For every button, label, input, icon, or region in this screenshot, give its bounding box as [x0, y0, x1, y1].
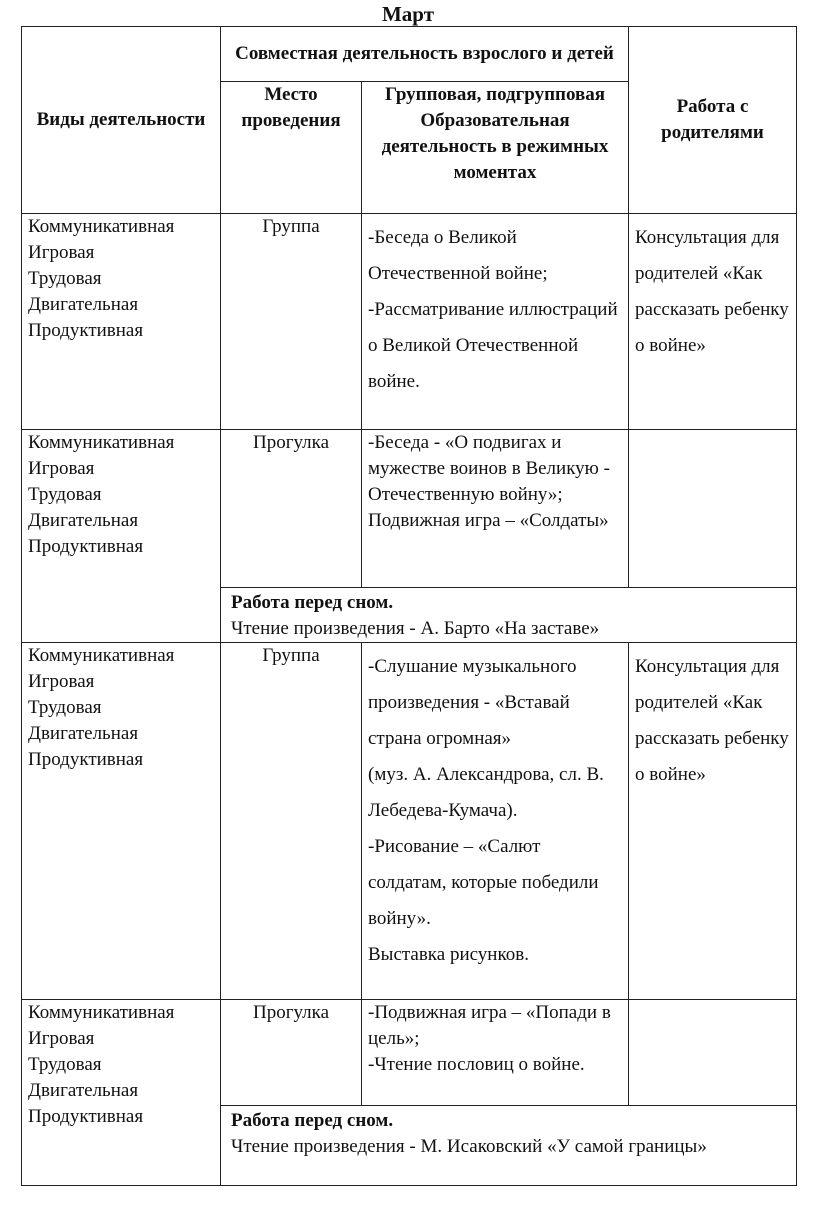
- activity-types-cell: [22, 643, 221, 1000]
- header-parents-work: Работа с родителями: [629, 27, 797, 214]
- place-cell: Группа: [221, 643, 362, 1000]
- activity-type: Коммуникативная: [28, 432, 175, 453]
- table-row: [22, 430, 797, 588]
- activity-types-cell: [22, 214, 221, 430]
- before-sleep-text: Чтение произведения - М. Исаковский «У самой границы»: [231, 1136, 707, 1157]
- activity-type: Игровая: [28, 671, 95, 692]
- activity-type: Двигательная: [28, 294, 139, 315]
- group-activity-cell: [362, 430, 629, 588]
- activity-type: Двигательная: [28, 510, 139, 531]
- activity-type: Трудовая: [28, 1054, 102, 1075]
- place-cell: Прогулка: [221, 1000, 362, 1106]
- before-sleep-label: Работа перед сном.: [231, 1110, 394, 1131]
- before-sleep-cell: [221, 588, 797, 643]
- activity-type: Игровая: [28, 242, 95, 263]
- activity-item: -Рисование – «Салют солдатам, которые победили войну».: [368, 836, 599, 929]
- header-joint-activity: Совместная деятельность взрослого и детей: [221, 27, 629, 82]
- activity-item: Выставка рисунков.: [368, 944, 529, 965]
- activity-type: Продуктивная: [28, 536, 144, 557]
- activity-type: Трудовая: [28, 484, 102, 505]
- parents-cell: Консультация для родителей «Как рассказать ребенку о войне»: [629, 214, 797, 430]
- place-cell: Группа: [221, 214, 362, 430]
- place-cell: Прогулка: [221, 430, 362, 588]
- activity-type: Двигательная: [28, 1080, 139, 1101]
- activity-item: -Беседа - «О подвигах и мужестве воинов в Великую - Отечественную войну»;: [368, 432, 610, 505]
- activity-types-cell: [22, 430, 221, 643]
- activity-item: -Беседа о Великой Отечественной войне;: [368, 227, 548, 284]
- activity-type: Трудовая: [28, 268, 102, 289]
- activity-type: Продуктивная: [28, 1106, 144, 1127]
- activity-item: -Подвижная игра – «Попади в цель»;: [368, 1002, 611, 1049]
- activity-type: Двигательная: [28, 723, 139, 744]
- parents-cell: [629, 430, 797, 588]
- activity-item: -Слушание музыкального произведения - «Вставай страна огромная»: [368, 656, 577, 749]
- activity-type: Коммуникативная: [28, 645, 175, 666]
- activity-type: Игровая: [28, 1028, 95, 1049]
- activity-item: -Рассматривание иллюстраций о Великой Отечественной войне.: [368, 299, 618, 392]
- group-activity-cell: [362, 214, 629, 430]
- table-row: [22, 1000, 797, 1106]
- before-sleep-label: Работа перед сном.: [231, 592, 394, 613]
- activity-item: (муз. А. Александрова, сл. В. Лебедева-Кумача).: [368, 764, 604, 821]
- before-sleep-cell: [221, 1106, 797, 1186]
- group-activity-cell: [362, 643, 629, 1000]
- activity-type: Коммуникативная: [28, 1002, 175, 1023]
- activity-type: Продуктивная: [28, 320, 144, 341]
- header-row-1: [22, 27, 797, 82]
- before-sleep-text: Чтение произведения - А. Барто «На заставе»: [231, 618, 600, 639]
- activity-type: Коммуникативная: [28, 216, 175, 237]
- header-place: Место проведения: [221, 82, 362, 214]
- page-title: Март: [381, 2, 435, 26]
- activity-plan-table: [21, 26, 797, 1186]
- activity-type: Продуктивная: [28, 749, 144, 770]
- header-group-activity: Групповая, подгрупповая Образовательная деятельность в режимных моментах: [362, 82, 629, 214]
- table-row: [22, 214, 797, 430]
- activity-item: Подвижная игра – «Солдаты»: [368, 510, 609, 531]
- activity-type: Игровая: [28, 458, 95, 479]
- activity-types-cell: [22, 1000, 221, 1186]
- parents-cell: [629, 1000, 797, 1106]
- header-activity-types: Виды деятельности: [22, 27, 221, 214]
- activity-type: Трудовая: [28, 697, 102, 718]
- parents-cell: Консультация для родителей «Как рассказать ребенку о войне»: [629, 643, 797, 1000]
- group-activity-cell: [362, 1000, 629, 1106]
- activity-item: -Чтение пословиц о войне.: [368, 1054, 585, 1075]
- table-row: [22, 643, 797, 1000]
